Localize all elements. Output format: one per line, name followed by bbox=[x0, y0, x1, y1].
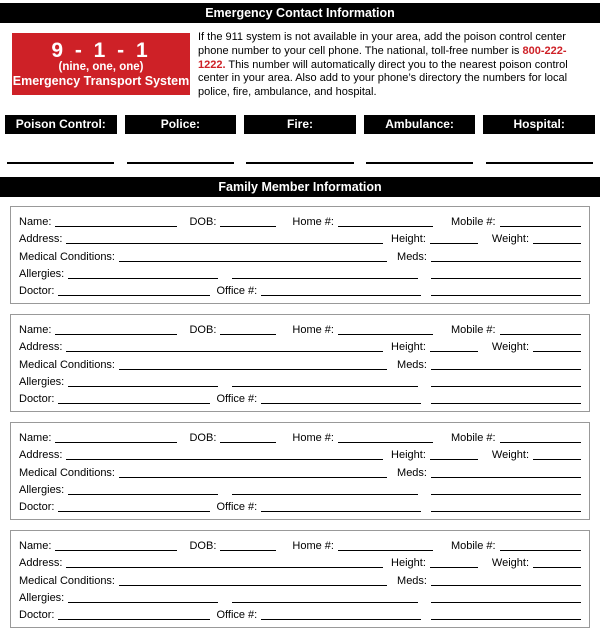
hospital-field-line[interactable] bbox=[486, 162, 593, 164]
medical-conditions-field-line[interactable] bbox=[119, 476, 387, 478]
dob-field-line[interactable] bbox=[220, 333, 276, 335]
meds-label: Meds: bbox=[397, 358, 427, 371]
member-row-address bbox=[19, 445, 581, 462]
member-row-medical bbox=[19, 246, 581, 263]
doctor-label: Doctor: bbox=[19, 284, 55, 297]
fire-label: Fire: bbox=[244, 115, 356, 134]
dob-field-line[interactable] bbox=[220, 549, 276, 551]
911-caption: Emergency Transport System bbox=[12, 73, 190, 88]
medical-conditions-field-line[interactable] bbox=[119, 260, 387, 262]
member-row-identity bbox=[19, 320, 581, 337]
intro-section bbox=[12, 33, 588, 100]
allergies-label: Allergies: bbox=[19, 267, 65, 280]
name-field-line[interactable] bbox=[55, 549, 177, 551]
meds-extra-field-line-1[interactable] bbox=[431, 385, 581, 387]
doctor-field-line[interactable] bbox=[58, 510, 210, 512]
dob-field-line[interactable] bbox=[220, 441, 276, 443]
weight-label: Weight: bbox=[491, 233, 529, 246]
address-field-line[interactable] bbox=[66, 566, 383, 568]
meds-extra-field-line-1[interactable] bbox=[431, 601, 581, 603]
poison-control-paragraph bbox=[198, 31, 588, 100]
member-row-doctor bbox=[19, 281, 581, 298]
mobile-phone-field-line[interactable] bbox=[500, 333, 581, 335]
allergies-extra-field-line[interactable] bbox=[232, 277, 418, 279]
contact-column bbox=[244, 115, 356, 164]
member-row-medical bbox=[19, 462, 581, 479]
weight-label: Weight: bbox=[491, 341, 529, 354]
mobile-phone-label: Mobile #: bbox=[450, 540, 496, 553]
office-phone-label: Office #: bbox=[216, 608, 258, 621]
member-row-allergies bbox=[19, 264, 581, 281]
contact-column bbox=[5, 115, 117, 164]
height-label: Height: bbox=[391, 449, 426, 462]
doctor-label: Doctor: bbox=[19, 500, 55, 513]
member-row-allergies bbox=[19, 372, 581, 389]
height-label: Height: bbox=[391, 557, 426, 570]
meds-extra-field-line-2[interactable] bbox=[431, 510, 581, 512]
allergies-label: Allergies: bbox=[19, 375, 65, 388]
hospital-label: Hospital: bbox=[483, 115, 595, 134]
ambulance-label: Ambulance: bbox=[364, 115, 476, 134]
family-section-title: Family Member Information bbox=[0, 177, 600, 197]
fire-field-line[interactable] bbox=[246, 162, 353, 164]
911-badge bbox=[12, 33, 190, 95]
address-label: Address: bbox=[19, 233, 63, 246]
member-row-identity bbox=[19, 536, 581, 553]
member-row-allergies bbox=[19, 588, 581, 605]
weight-label: Weight: bbox=[491, 449, 529, 462]
medical-conditions-label: Medical Conditions: bbox=[19, 358, 115, 371]
home-phone-field-line[interactable] bbox=[338, 225, 433, 227]
address-label: Address: bbox=[19, 341, 63, 354]
meds-label: Meds: bbox=[397, 466, 427, 479]
name-label: Name: bbox=[19, 540, 52, 553]
home-phone-field-line[interactable] bbox=[338, 441, 433, 443]
dob-label: DOB: bbox=[189, 216, 217, 229]
police-field-line[interactable] bbox=[127, 162, 234, 164]
home-phone-label: Home #: bbox=[292, 324, 334, 337]
office-phone-field-line[interactable] bbox=[261, 510, 421, 512]
member-row-doctor bbox=[19, 605, 581, 622]
allergies-field-line[interactable] bbox=[68, 493, 218, 495]
allergies-field-line[interactable] bbox=[68, 385, 218, 387]
address-field-line[interactable] bbox=[66, 350, 383, 352]
member-row-medical bbox=[19, 570, 581, 587]
name-label: Name: bbox=[19, 216, 52, 229]
family-member-block-1 bbox=[10, 206, 590, 304]
meds-extra-field-line-2[interactable] bbox=[431, 618, 581, 620]
family-member-block-2 bbox=[10, 314, 590, 412]
home-phone-label: Home #: bbox=[292, 540, 334, 553]
medical-conditions-field-line[interactable] bbox=[119, 584, 387, 586]
contact-column bbox=[483, 115, 595, 164]
name-label: Name: bbox=[19, 324, 52, 337]
allergies-extra-field-line[interactable] bbox=[232, 493, 418, 495]
doctor-field-line[interactable] bbox=[58, 294, 210, 296]
home-phone-field-line[interactable] bbox=[338, 333, 433, 335]
office-phone-label: Office #: bbox=[216, 500, 258, 513]
emergency-contacts-row bbox=[5, 115, 595, 164]
medical-conditions-label: Medical Conditions: bbox=[19, 574, 115, 587]
meds-extra-field-line-2[interactable] bbox=[431, 294, 581, 296]
family-member-block-4 bbox=[10, 530, 590, 628]
weight-field-line[interactable] bbox=[533, 458, 581, 460]
mobile-phone-label: Mobile #: bbox=[450, 216, 496, 229]
member-row-doctor bbox=[19, 389, 581, 406]
family-member-block-3 bbox=[10, 422, 590, 520]
member-row-identity bbox=[19, 428, 581, 445]
meds-label: Meds: bbox=[397, 574, 427, 587]
member-row-medical bbox=[19, 354, 581, 371]
weight-field-line[interactable] bbox=[533, 350, 581, 352]
dob-label: DOB: bbox=[189, 432, 217, 445]
meds-field-line[interactable] bbox=[431, 260, 581, 262]
mobile-phone-field-line[interactable] bbox=[500, 549, 581, 551]
mobile-phone-field-line[interactable] bbox=[500, 441, 581, 443]
address-field-line[interactable] bbox=[66, 458, 383, 460]
member-row-doctor bbox=[19, 497, 581, 514]
medical-conditions-label: Medical Conditions: bbox=[19, 250, 115, 263]
allergies-label: Allergies: bbox=[19, 483, 65, 496]
police-label: Police: bbox=[125, 115, 237, 134]
height-label: Height: bbox=[391, 233, 426, 246]
meds-field-line[interactable] bbox=[431, 584, 581, 586]
member-row-address bbox=[19, 553, 581, 570]
weight-field-line[interactable] bbox=[533, 566, 581, 568]
poison-control-label: Poison Control: bbox=[5, 115, 117, 134]
weight-field-line[interactable] bbox=[533, 242, 581, 244]
allergies-extra-field-line[interactable] bbox=[232, 601, 418, 603]
info-text-after: This number will automatically direct you to the nearest poison control center in your area. Also add to your phone’s directory the numbers for local police, fire, ambulance, and hospital. bbox=[198, 58, 568, 99]
medical-conditions-label: Medical Conditions: bbox=[19, 466, 115, 479]
911-code-spelled: (nine, one, one) bbox=[58, 60, 144, 73]
office-phone-label: Office #: bbox=[216, 392, 258, 405]
height-field-line[interactable] bbox=[430, 350, 478, 352]
page-title: Emergency Contact Information bbox=[0, 3, 600, 23]
name-field-line[interactable] bbox=[55, 333, 177, 335]
poison-control-field-line[interactable] bbox=[7, 162, 114, 164]
height-field-line[interactable] bbox=[430, 566, 478, 568]
doctor-field-line[interactable] bbox=[58, 618, 210, 620]
meds-field-line[interactable] bbox=[431, 476, 581, 478]
meds-extra-field-line-2[interactable] bbox=[431, 402, 581, 404]
name-field-line[interactable] bbox=[55, 441, 177, 443]
home-phone-label: Home #: bbox=[292, 432, 334, 445]
family-members-list bbox=[0, 206, 600, 628]
info-text-before: If the 911 system is not available in your area, add the poison control center phone number to your cell phone. The national, toll-free number is bbox=[198, 31, 566, 57]
dob-field-line[interactable] bbox=[220, 225, 276, 227]
contact-column bbox=[125, 115, 237, 164]
poison-control-phone-number: 800-222-1222. bbox=[198, 44, 567, 71]
home-phone-label: Home #: bbox=[292, 216, 334, 229]
mobile-phone-label: Mobile #: bbox=[450, 324, 496, 337]
height-field-line[interactable] bbox=[430, 458, 478, 460]
meds-label: Meds: bbox=[397, 250, 427, 263]
name-field-line[interactable] bbox=[55, 225, 177, 227]
office-phone-field-line[interactable] bbox=[261, 618, 421, 620]
meds-extra-field-line-1[interactable] bbox=[431, 277, 581, 279]
911-code: 9 - 1 - 1 bbox=[51, 38, 151, 62]
weight-label: Weight: bbox=[491, 557, 529, 570]
office-phone-field-line[interactable] bbox=[261, 402, 421, 404]
allergies-extra-field-line[interactable] bbox=[232, 385, 418, 387]
address-label: Address: bbox=[19, 557, 63, 570]
member-row-address bbox=[19, 229, 581, 246]
height-field-line[interactable] bbox=[430, 242, 478, 244]
doctor-field-line[interactable] bbox=[58, 402, 210, 404]
allergies-field-line[interactable] bbox=[68, 277, 218, 279]
home-phone-field-line[interactable] bbox=[338, 549, 433, 551]
mobile-phone-field-line[interactable] bbox=[500, 225, 581, 227]
dob-label: DOB: bbox=[189, 324, 217, 337]
dob-label: DOB: bbox=[189, 540, 217, 553]
office-phone-label: Office #: bbox=[216, 284, 258, 297]
address-label: Address: bbox=[19, 449, 63, 462]
ambulance-field-line[interactable] bbox=[366, 162, 473, 164]
member-row-allergies bbox=[19, 480, 581, 497]
doctor-label: Doctor: bbox=[19, 392, 55, 405]
member-row-identity bbox=[19, 212, 581, 229]
doctor-label: Doctor: bbox=[19, 608, 55, 621]
office-phone-field-line[interactable] bbox=[261, 294, 421, 296]
name-label: Name: bbox=[19, 432, 52, 445]
contact-column bbox=[364, 115, 476, 164]
height-label: Height: bbox=[391, 341, 426, 354]
allergies-field-line[interactable] bbox=[68, 601, 218, 603]
address-field-line[interactable] bbox=[66, 242, 383, 244]
meds-field-line[interactable] bbox=[431, 368, 581, 370]
medical-conditions-field-line[interactable] bbox=[119, 368, 387, 370]
mobile-phone-label: Mobile #: bbox=[450, 432, 496, 445]
member-row-address bbox=[19, 337, 581, 354]
allergies-label: Allergies: bbox=[19, 591, 65, 604]
meds-extra-field-line-1[interactable] bbox=[431, 493, 581, 495]
